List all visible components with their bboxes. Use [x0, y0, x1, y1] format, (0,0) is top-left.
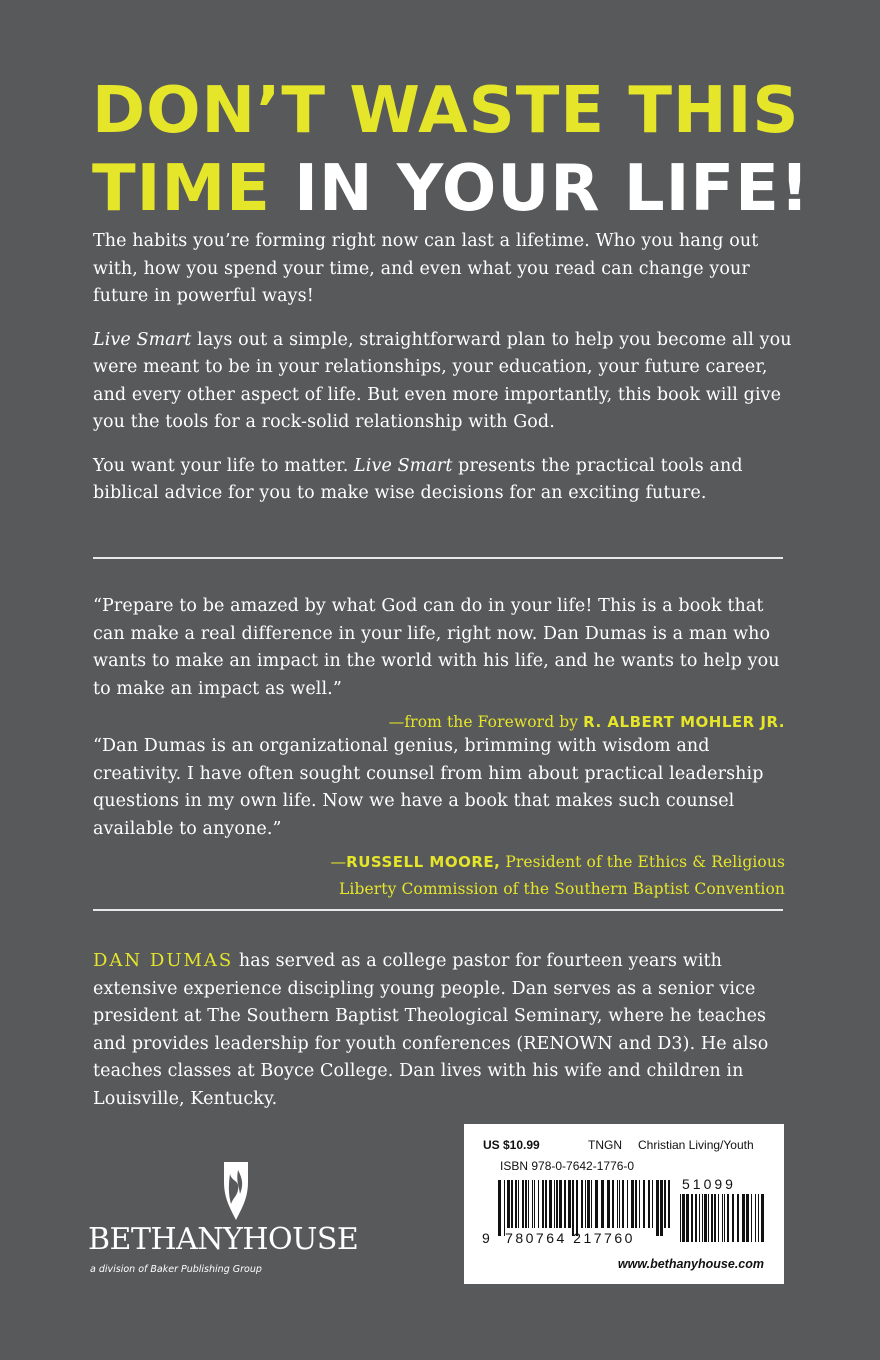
barcode-bar — [643, 1180, 645, 1228]
barcode-bar — [564, 1180, 566, 1228]
barcode-bar — [722, 1194, 723, 1242]
barcode-bar — [507, 1180, 510, 1228]
barcode-bar — [631, 1180, 634, 1228]
barcode-bar — [680, 1194, 681, 1242]
barcode-bar — [711, 1194, 713, 1242]
barcode-bar — [617, 1180, 618, 1228]
barcode-bar — [742, 1194, 745, 1242]
barcode-bar — [708, 1194, 709, 1242]
author-bio-text — [93, 947, 793, 1113]
barcode-bar — [528, 1180, 529, 1228]
endorsement-attribution — [93, 849, 785, 903]
barcode-bar — [737, 1194, 739, 1242]
product-code: TNGN — [588, 1138, 622, 1152]
headline — [92, 72, 812, 228]
book-title: Live Smart — [354, 455, 453, 476]
barcode-bar — [639, 1180, 640, 1228]
barcode-bar — [504, 1180, 505, 1236]
barcode-bar — [691, 1194, 693, 1242]
barcode-bar — [559, 1180, 562, 1228]
ean-digits: 780764 217760 — [505, 1230, 635, 1246]
endorsement-attribution — [93, 709, 785, 736]
barcode-bar — [595, 1180, 598, 1228]
endorsement-mohler — [93, 593, 793, 736]
barcode-bar — [542, 1180, 544, 1228]
blurb-paragraph-3-text: presents the practical tools and biblical advice for you to make wise decisions for an exciting future. — [93, 455, 743, 503]
barcode-bar — [556, 1180, 558, 1228]
barcode-bar — [751, 1194, 752, 1242]
blurb-paragraph-1: The habits you’re forming right now can last a lifetime. Who you hang out with, how you spend your time, and even what you read can change your future in powerful ways! — [93, 231, 759, 306]
barcode-bar — [660, 1180, 663, 1236]
ean-first-digit: 9 — [482, 1230, 493, 1246]
publisher-logo — [88, 1160, 388, 1280]
endorser-name: R. ALBERT MOHLER JR. — [583, 713, 785, 731]
endorsement-quote: “Dan Dumas is an organizational genius, brimming with wisdom and creativity. I have often sought counsel from him about practical leadership questions in my own life. Now we have a book that makes such counsel available to anyone.” — [93, 736, 764, 839]
barcode-bar — [554, 1180, 555, 1228]
barcode-bar — [648, 1180, 650, 1228]
barcode-bar — [761, 1194, 764, 1242]
barcode-bar — [532, 1180, 533, 1228]
price-label: US $10.99 — [483, 1138, 540, 1152]
barcode-bar — [525, 1180, 527, 1228]
headline-in-your-life: IN YOUR LIFE! — [270, 152, 811, 226]
barcode-bar — [755, 1194, 756, 1242]
barcode-bar — [612, 1180, 614, 1228]
barcode-bar — [746, 1194, 749, 1242]
barcode-bar — [498, 1180, 501, 1236]
barcode-bar — [591, 1180, 592, 1228]
barcode-bar — [758, 1194, 759, 1242]
barcode-bar — [682, 1194, 685, 1242]
barcode-bar — [607, 1180, 610, 1228]
endorsement-moore — [93, 733, 793, 903]
barcode-bar — [572, 1180, 574, 1236]
publisher-tagline: a division of Baker Publishing Group — [90, 1264, 262, 1275]
barcode-bar — [585, 1180, 586, 1228]
barcode-bar — [522, 1180, 524, 1228]
divider-rule — [93, 557, 783, 559]
barcode-bar — [587, 1180, 590, 1228]
barcode-bar — [538, 1180, 539, 1228]
barcode-bar — [635, 1180, 637, 1228]
category-label: Christian Living/Youth — [638, 1138, 754, 1152]
barcode-bar — [699, 1194, 700, 1242]
author-bio-body: has served as a college pastor for fourteen years with extensive experience discipling young people. Dan serves as a senior vice president at The Southern Baptist Theological Seminary, where he teaches and provides leadership for youth conferences (RENOWN and D3). He also teaches classes at Boyce College. Dan lives with his wife and children in Louisville, Kentucky. — [93, 951, 769, 1109]
isbn-label: ISBN 978-0-7642-1776-0 — [500, 1159, 635, 1173]
book-title: Live Smart — [93, 329, 192, 350]
barcode-bar — [549, 1180, 552, 1228]
barcode-bar — [652, 1180, 653, 1228]
barcode-bar — [686, 1194, 689, 1242]
barcode-bar — [704, 1194, 707, 1242]
barcode-bar — [619, 1180, 620, 1228]
blurb-paragraph-2-text: lays out a simple, straightforward plan to help you become all you were meant to be in your relationships, your education, your future career, and every other aspect of life. But even more importantly, this book will give you the tools for a rock-solid relationship with God. — [93, 329, 792, 432]
blurb-paragraph-3-start: You want your life to matter. — [93, 455, 355, 476]
barcode-bar — [664, 1180, 666, 1228]
ean-number — [482, 1230, 635, 1246]
author-name: DAN DUMAS — [93, 950, 234, 971]
flame-hands-icon — [216, 1160, 256, 1222]
barcode-bar — [568, 1180, 571, 1228]
publisher-url: www.bethanyhouse.com — [617, 1257, 764, 1271]
barcode-box — [464, 1124, 784, 1284]
barcode-bar — [727, 1194, 729, 1242]
barcode-bar — [627, 1180, 628, 1228]
barcode-bar — [656, 1180, 659, 1236]
barcode-bar — [534, 1180, 535, 1228]
blurb-paragraph-2 — [93, 327, 793, 437]
endorser-name: RUSSELL MOORE, — [346, 853, 501, 871]
barcode-bar — [581, 1180, 583, 1228]
publisher-name: BETHANYHOUSE — [88, 1222, 359, 1257]
endorser-title-line-2: Liberty Commission of the Southern Baptist Convention — [339, 880, 785, 898]
endorser-title-line-1: President of the Ethics & Religious — [500, 853, 785, 871]
barcode-bar — [545, 1180, 547, 1228]
barcode-bar — [702, 1194, 703, 1242]
barcode-bar — [714, 1194, 716, 1242]
author-bio — [93, 947, 793, 1113]
blurb-paragraph-3 — [93, 453, 793, 508]
barcode-bar — [695, 1194, 697, 1242]
barcode-bar — [515, 1180, 517, 1228]
barcode-bar — [724, 1194, 725, 1242]
divider-rule — [93, 909, 783, 911]
barcode-bar — [622, 1180, 624, 1228]
addon-number: 51099 — [682, 1176, 736, 1192]
barcode-bar — [601, 1180, 604, 1228]
headline-time: TIME — [92, 152, 271, 226]
barcode-bar — [518, 1180, 519, 1228]
headline-line1: DON’T WASTE THIS — [92, 74, 800, 148]
endorsement-quote: “Prepare to be amazed by what God can do in your life! This is a book that can make a real difference in your life, right now. Dan Dumas is a man who wants to make an impact in the world with his life, and he wants to help you to make an impact as well.” — [93, 596, 780, 699]
attribution-prefix: —from the Foreword by — [388, 713, 584, 731]
barcode-bar — [511, 1180, 513, 1228]
barcode-bar — [668, 1180, 670, 1228]
attribution-prefix: — — [330, 853, 347, 871]
book-blurb — [93, 228, 793, 524]
barcode-bar — [576, 1180, 578, 1236]
barcode-bar — [718, 1194, 719, 1242]
barcode-bar — [732, 1194, 734, 1242]
